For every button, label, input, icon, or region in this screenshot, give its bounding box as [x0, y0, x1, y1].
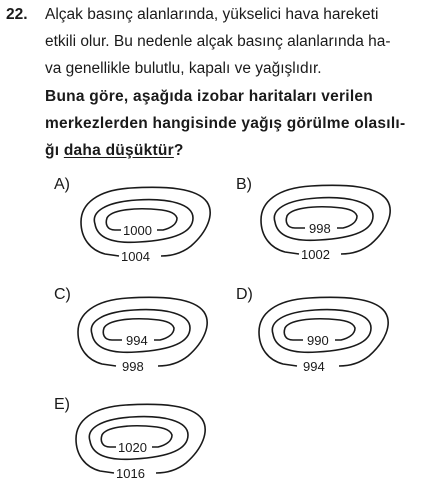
option-e-inner-value: 1020 — [118, 440, 147, 455]
prompt-prefix: ğı — [45, 142, 64, 159]
option-e-outer-value: 1016 — [116, 466, 145, 481]
question-prompt-line-2: merkezlerden hangisinde yağış görülme olasılı- — [45, 115, 406, 132]
option-c-outer-value: 998 — [122, 359, 144, 374]
option-d-outer-isobar — [259, 297, 388, 366]
option-e-isobar-map — [70, 397, 220, 483]
option-e-outer-isobar — [76, 404, 205, 473]
option-a-isobar-map — [75, 180, 225, 266]
option-d-outer-value: 994 — [303, 359, 325, 374]
option-d-isobar-map — [253, 290, 403, 376]
option-a-outer-isobar — [81, 187, 210, 256]
option-b-outer-isobar — [261, 185, 390, 254]
option-b-inner-value: 998 — [309, 221, 331, 236]
question-text-line-2: etkili olur. Bu nedenle alçak basınç alanlarında ha- — [45, 33, 391, 50]
prompt-emphasis: daha düşüktür — [63, 142, 174, 159]
option-a-inner-value: 1000 — [123, 223, 152, 238]
option-b-isobar-map — [255, 178, 405, 264]
option-e-letter: E) — [54, 396, 70, 413]
option-c-inner-value: 994 — [126, 333, 148, 348]
option-d-letter: D) — [236, 286, 253, 303]
option-d-inner-value: 990 — [307, 333, 329, 348]
question-text-line-3: va genellikle bulutlu, kapalı ve yağışlıdır. — [45, 60, 322, 77]
option-a-letter: A) — [54, 176, 70, 193]
question-text-line-1: Alçak basınç alanlarında, yükselici hava hareketi — [45, 6, 379, 23]
question-prompt-line-3 — [45, 142, 184, 160]
prompt-suffix: ? — [173, 142, 184, 159]
option-c-outer-isobar — [78, 297, 207, 366]
option-b-outer-value: 1002 — [301, 247, 330, 262]
option-b-letter: B) — [236, 176, 252, 193]
question-prompt-line-1: Buna göre, aşağıda izobar haritaları verilen — [45, 88, 373, 105]
option-c-letter: C) — [54, 286, 71, 303]
option-c-isobar-map — [72, 290, 222, 376]
question-number: 22. — [6, 6, 28, 23]
option-a-outer-value: 1004 — [121, 249, 150, 264]
